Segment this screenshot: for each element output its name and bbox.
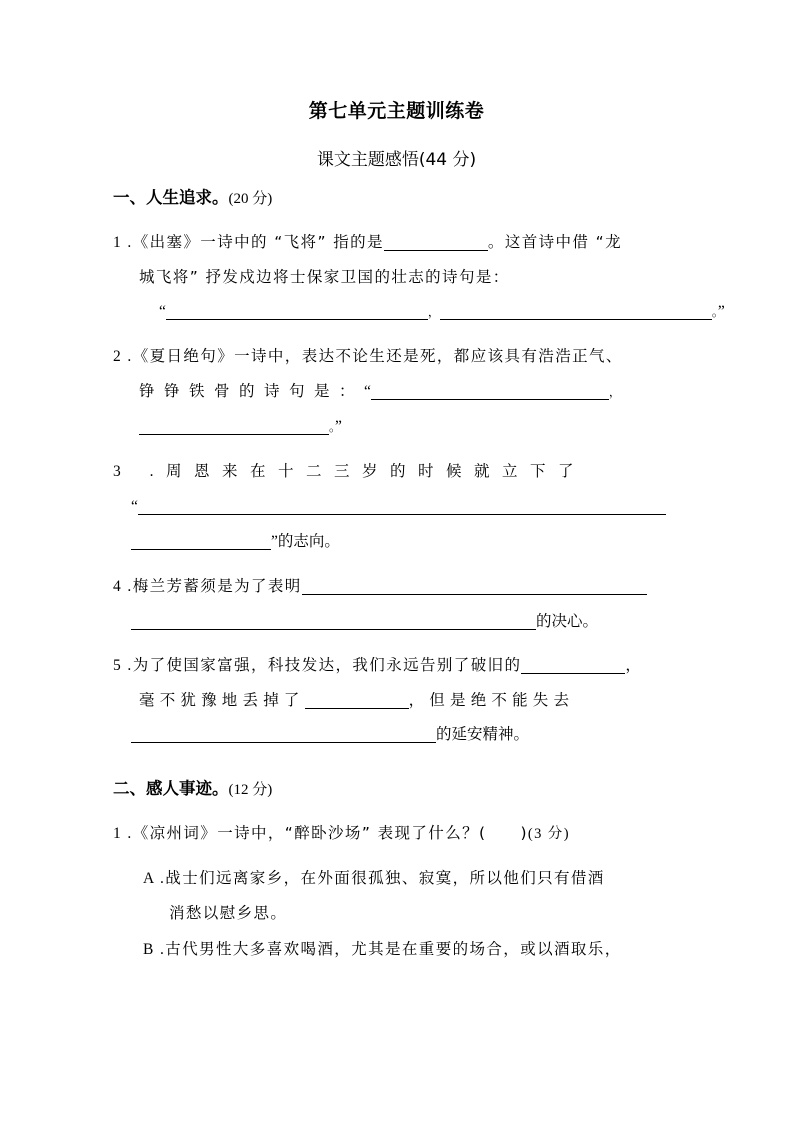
question-1-1-line-3	[113, 294, 725, 329]
question-1-5	[113, 648, 687, 751]
period-separator: 。	[329, 419, 336, 434]
question-1-4-line-1	[113, 569, 687, 604]
answer-blank[interactable]	[384, 233, 488, 251]
option-a-line-1	[143, 861, 687, 896]
open-quote: “	[159, 302, 166, 320]
question-1-5-line-2	[113, 683, 687, 717]
answer-blank[interactable]	[131, 725, 436, 743]
question-1-1-number: 1 .	[113, 233, 133, 251]
question-1-4-number: 4 .	[113, 577, 133, 595]
comma-separator: ，	[608, 384, 631, 399]
question-1-2-line-1	[113, 339, 687, 374]
answer-blank[interactable]	[305, 691, 409, 709]
section-heading-1-points: (20 分)	[228, 191, 273, 207]
question-1-3-text: 周恩来在十二三岁的时候就立下了	[166, 461, 587, 480]
question-1-5-text: 为了使国家富强，科技发达，我们永远告别了破旧的	[132, 655, 522, 674]
open-quote: “	[364, 382, 371, 400]
question-1-4-tail: 的决心。	[536, 611, 599, 630]
question-1-5-text-a: 毫不犹豫地丢掉了	[139, 690, 305, 709]
close-quote: ”	[271, 532, 278, 550]
option-a-letter: A .	[143, 869, 166, 887]
question-1-5-line-1	[113, 648, 687, 683]
question-1-2-text: 《夏日绝句》一诗中，表达不论生还是死，都应该具有浩浩正气、	[132, 346, 623, 365]
question-1-5-number: 5 .	[113, 656, 133, 674]
question-1-2	[113, 339, 687, 444]
option-a-text-1: 战士们远离家乡，在外面很孤独、寂寞，所以他们只有借酒	[165, 868, 605, 887]
close-quote: ”	[717, 302, 725, 320]
answer-blank[interactable]	[166, 302, 428, 320]
question-2-1-stem	[113, 816, 687, 851]
question-1-2-line-2	[113, 374, 687, 409]
section-heading-1	[113, 186, 687, 211]
section-heading-2-label: 二、感人事迹。	[113, 778, 229, 798]
answer-blank[interactable]	[371, 382, 609, 400]
section-heading-2-points: (12 分)	[228, 781, 273, 798]
question-1-4-line-2	[113, 604, 687, 638]
section-heading-2	[113, 777, 687, 802]
question-1-1-text-b: 。这首诗中借 “龙	[487, 232, 622, 251]
page-subtitle: 课文主题感悟(44 分)	[316, 150, 477, 170]
section-heading-1-label: 一、人生追求。	[113, 188, 229, 207]
question-2-1-number: 1 .	[113, 824, 133, 842]
option-b-letter: B .	[143, 940, 166, 958]
question-1-3-line-3	[113, 524, 687, 559]
question-1-1-line-1	[113, 225, 687, 260]
question-1-5-text-b: ，但是绝不能失去	[408, 690, 575, 709]
question-1-4	[113, 569, 687, 638]
close-quote: ”	[335, 417, 342, 435]
question-1-3	[113, 454, 687, 559]
answer-blank[interactable]	[440, 302, 712, 320]
answer-blank[interactable]	[131, 612, 536, 630]
option-b-text-1: 古代男性大多喜欢喝酒，尤其是在重要的场合，或以酒取乐，	[165, 939, 622, 958]
question-1-5-tail-1: ，	[625, 655, 643, 674]
answer-blank[interactable]	[131, 532, 271, 550]
question-1-2-line-3	[113, 409, 687, 444]
question-2-1-points: (3 分)	[527, 825, 570, 842]
question-1-3-tail: 的志向。	[277, 531, 340, 550]
answer-blank[interactable]	[302, 577, 647, 595]
open-quote: “	[131, 497, 138, 515]
question-1-1-line-2: 城飞将” 抒发戍边将士保家卫国的壮志的诗句是：	[139, 267, 510, 286]
question-1-2-number: 2 .	[113, 347, 133, 365]
question-1-1	[113, 225, 725, 329]
question-1-5-tail-2: 的延安精神。	[436, 724, 530, 743]
option-b-line-1	[143, 932, 687, 967]
question-1-5-line-3	[113, 717, 687, 751]
option-a[interactable]	[113, 861, 687, 930]
option-a-line-2: 消愁以慰乡思。	[169, 903, 288, 922]
question-2-1-text-a: 《凉州词》一诗中，“醉卧沙场” 表现了什么？(	[132, 823, 487, 842]
question-1-3-line-2	[113, 489, 687, 524]
question-1-1-text-a: 《出塞》一诗中的 “飞将” 指的是	[132, 232, 384, 251]
comma-separator: ，	[427, 304, 440, 319]
question-1-3-line-1	[113, 454, 687, 489]
question-2-1	[113, 816, 687, 851]
option-b[interactable]	[113, 932, 687, 967]
page-title: 第七单元主题训练卷	[308, 100, 485, 122]
question-1-4-text: 梅兰芳蓄须是为了表明	[132, 576, 302, 595]
question-1-3-number: 3 .	[113, 462, 166, 480]
exam-body	[113, 186, 725, 969]
answer-blank[interactable]	[139, 417, 329, 435]
answer-blank[interactable]	[138, 497, 666, 515]
period-separator: 。	[711, 304, 718, 319]
question-2-1-text-b: )	[520, 823, 528, 842]
answer-blank[interactable]	[521, 656, 625, 674]
question-1-2-text-a: 铮铮铁骨的诗句是：	[139, 381, 365, 400]
